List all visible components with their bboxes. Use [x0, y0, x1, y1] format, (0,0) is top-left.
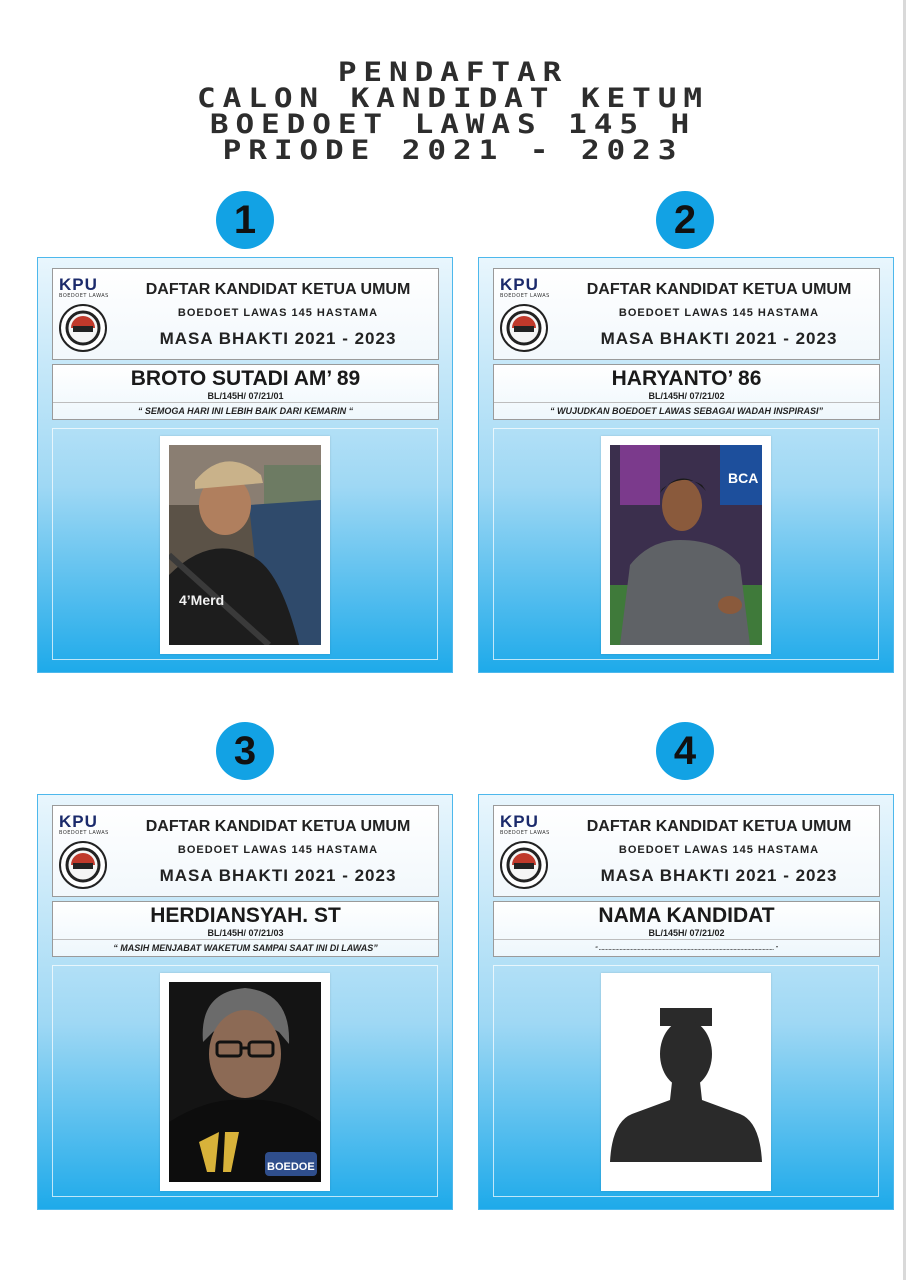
kpu-logo-subtext: BOEDOET LAWAS	[59, 830, 109, 836]
kpu-logo	[59, 277, 117, 357]
commission-seal-icon	[500, 838, 548, 892]
kpu-logo-subtext: BOEDOET LAWAS	[500, 293, 550, 299]
candidate-motto: “ WUJUDKAN BOEDOET LAWAS SEBAGAI WADAH INSPIRASI”	[549, 406, 823, 416]
card-title: DAFTAR KANDIDAT KETUA UMUM	[145, 281, 411, 298]
background-sign: BCA	[728, 470, 759, 486]
title-line-4: PRIODE 2021 - 2023	[222, 135, 684, 166]
candidate-portrait	[169, 982, 321, 1182]
title-line-2: CALON KANDIDAT KETUM	[197, 83, 709, 114]
candidate-photo	[601, 436, 771, 654]
candidate-card	[478, 257, 894, 673]
candidate-motto: “ .............................................................................................................................. ”	[595, 946, 778, 952]
card-subtitle: BOEDOET LAWAS 145 HASTAMA	[618, 307, 820, 319]
kpu-logo-text: KPU	[500, 812, 539, 831]
card-banner	[52, 805, 439, 897]
card-title: DAFTAR KANDIDAT KETUA UMUM	[586, 281, 852, 298]
card-subtitle: BOEDOET LAWAS 145 HASTAMA	[618, 844, 820, 856]
candidate-name-box	[493, 901, 880, 957]
candidate-name: BROTO SUTADI AM’ 89	[130, 367, 361, 390]
card-title: DAFTAR KANDIDAT KETUA UMUM	[145, 818, 411, 835]
candidate-photo	[601, 973, 771, 1191]
kpu-logo-subtext: BOEDOET LAWAS	[500, 830, 550, 836]
commission-seal-icon	[500, 301, 548, 355]
card-banner	[493, 805, 880, 897]
candidate-number-badge: 3	[216, 722, 274, 780]
candidate-photo	[160, 973, 330, 1191]
card-period: MASA BHAKTI 2021 - 2023	[600, 329, 838, 348]
candidate-portrait	[610, 445, 762, 645]
candidate-card	[37, 257, 453, 673]
commission-seal-icon	[59, 838, 107, 892]
candidate-name: HERDIANSYAH. ST	[150, 904, 341, 927]
candidate-number-badge: 2	[656, 191, 714, 249]
candidate-name-box	[493, 364, 880, 420]
card-period: MASA BHAKTI 2021 - 2023	[600, 866, 838, 885]
card-banner	[493, 268, 880, 360]
candidate-name-box	[52, 364, 439, 420]
candidate-motto: “ MASIH MENJABAT WAKETUM SAMPAI SAAT INI DI LAWAS”	[113, 943, 378, 953]
kpu-logo-subtext: BOEDOET LAWAS	[59, 293, 109, 299]
kpu-logo	[500, 814, 558, 894]
title-line-1: PENDAFTAR	[337, 57, 569, 88]
kpu-logo-text: KPU	[59, 275, 98, 294]
candidate-code: BL/145H/ 07/21/02	[648, 391, 725, 401]
kpu-logo-text: KPU	[500, 275, 539, 294]
card-banner	[52, 268, 439, 360]
card-period: MASA BHAKTI 2021 - 2023	[159, 866, 397, 885]
candidate-number-badge: 4	[656, 722, 714, 780]
candidate-name: HARYANTO’ 86	[611, 367, 762, 390]
commission-seal-icon	[59, 301, 107, 355]
candidate-number-badge: 1	[216, 191, 274, 249]
page-title	[0, 57, 906, 166]
candidate-card	[37, 794, 453, 1210]
candidate-code: BL/145H/ 07/21/02	[648, 928, 725, 938]
kpu-logo-text: KPU	[59, 812, 98, 831]
kpu-logo	[59, 814, 117, 894]
card-period: MASA BHAKTI 2021 - 2023	[159, 329, 397, 348]
card-subtitle: BOEDOET LAWAS 145 HASTAMA	[177, 844, 379, 856]
kpu-logo	[500, 277, 558, 357]
candidate-motto: “ SEMOGA HARI INI LEBIH BAIK DARI KEMARIN “	[137, 406, 354, 416]
candidate-portrait	[169, 445, 321, 645]
title-line-3: BOEDOET LAWAS 145 H	[209, 109, 697, 140]
candidate-name-box	[52, 901, 439, 957]
candidate-photo	[160, 436, 330, 654]
candidate-card	[478, 794, 894, 1210]
card-title: DAFTAR KANDIDAT KETUA UMUM	[586, 818, 852, 835]
shirt-print: BOEDOE	[267, 1161, 315, 1173]
person-silhouette-icon	[610, 982, 762, 1182]
card-subtitle: BOEDOET LAWAS 145 HASTAMA	[177, 307, 379, 319]
candidate-code: BL/145H/ 07/21/01	[207, 391, 284, 401]
candidate-name: NAMA KANDIDAT	[598, 904, 775, 927]
candidate-code: BL/145H/ 07/21/03	[207, 928, 284, 938]
shirt-print: 4’Merd	[179, 592, 225, 608]
